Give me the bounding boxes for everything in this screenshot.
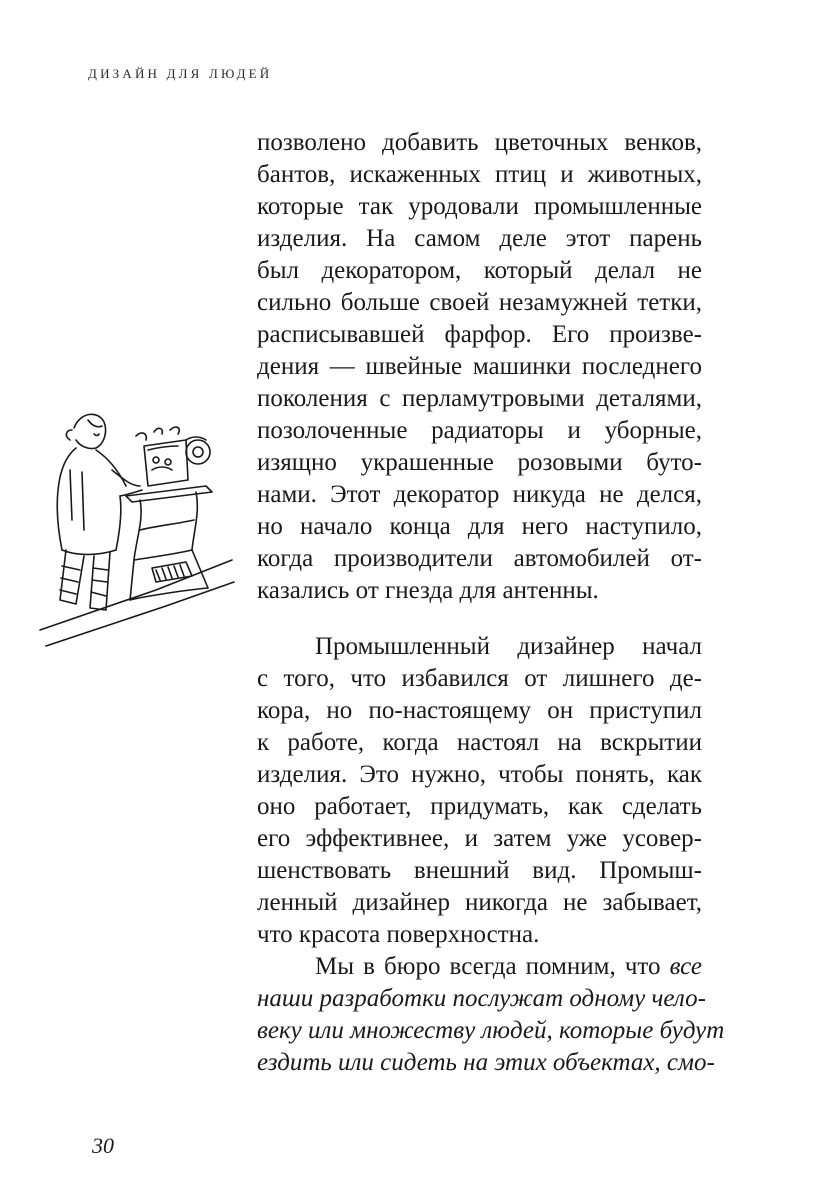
body-text xyxy=(257,127,725,1079)
decorator-sewing-illustration xyxy=(36,400,236,650)
text-italic: все xyxy=(669,953,703,980)
text-line: когда производители автомобилей от- xyxy=(257,545,702,572)
text-line: что красота поверхностна. xyxy=(257,921,540,948)
text-line: но начало конца для него наступило, xyxy=(257,513,702,540)
text-line: сильно больше своей незамужней тетки, xyxy=(257,289,702,316)
text-line: дения — швейные машинки последнего xyxy=(257,353,702,380)
text-line: ленный дизайнер никогда не забывает, xyxy=(257,889,702,916)
text-line: бантов, искаженных птиц и животных, xyxy=(257,161,702,188)
text-line-italic: ездить или сидеть на этих объектах, смо- xyxy=(257,1049,715,1076)
text-line: был декоратором, который делал не xyxy=(257,257,702,284)
text-line: кора, но по-настоящему он приступил xyxy=(257,697,702,724)
text-line: нами. Этот декоратор никуда не делся, xyxy=(257,481,702,508)
text-line: его эффективнее, и затем уже усовер- xyxy=(257,825,702,852)
text-line: Промышленный дизайнер начал xyxy=(315,633,702,660)
text-line: позволено добавить цветочных венков, xyxy=(257,129,702,156)
text-line-italic: наши разработки послужат одному чело- xyxy=(257,985,706,1012)
text-line: поколения с перламутровыми деталями, xyxy=(257,385,702,412)
text-line-italic: веку или множеству людей, которые будут xyxy=(257,1017,725,1044)
text-line: казались от гнезда для антенны. xyxy=(257,577,599,604)
text-line-mixed xyxy=(257,951,702,983)
text-line: оно работает, придумать, как сделать xyxy=(257,793,702,820)
text-line: изделия. Это нужно, чтобы понять, как xyxy=(257,761,702,788)
text-line: которые так уродовали промышленные xyxy=(257,193,702,220)
text-line: позолоченные радиаторы и уборные, xyxy=(257,417,702,444)
text-line: к работе, когда настоял на вскрытии xyxy=(257,729,702,756)
running-head: ДИЗАЙН ДЛЯ ЛЮДЕЙ xyxy=(88,66,273,81)
text-line: с того, что избавился от лишнего де- xyxy=(257,665,702,692)
text-line: расписывавшей фарфор. Его произве- xyxy=(257,321,702,348)
page-number: 30 xyxy=(92,1133,114,1158)
text-line: изделия. На самом деле этот парень xyxy=(257,225,702,252)
paragraph-gap xyxy=(257,607,702,631)
text-roman: Мы в бюро всегда помним, что xyxy=(315,953,661,980)
text-line: изящно украшенные розовыми буто- xyxy=(257,449,702,476)
text-line: шенствовать внешний вид. Промыш- xyxy=(257,857,702,884)
